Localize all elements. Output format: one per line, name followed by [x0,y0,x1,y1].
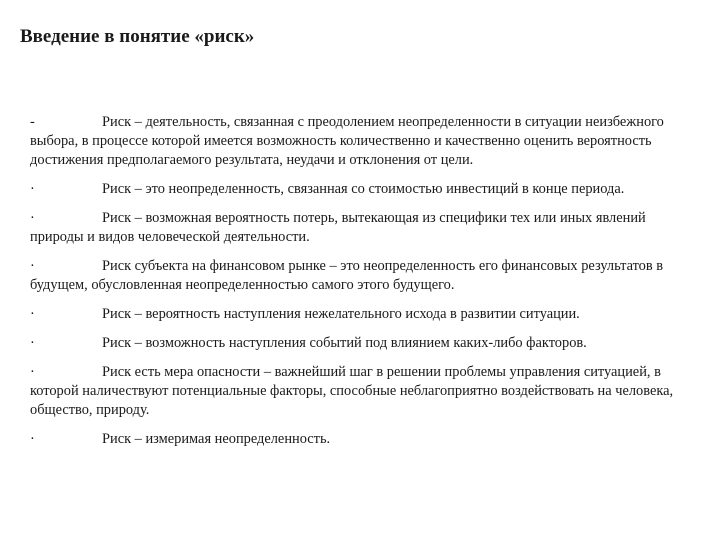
list-item [30,334,700,353]
list-item [30,180,700,199]
list-item [30,113,700,170]
bullet-marker: · [30,364,35,380]
list-item [30,209,700,247]
item-text: Риск – возможная вероятность потерь, вытекающая из специфики тех или иных явлений природы и видов человеческой деятельности. [30,210,646,245]
bullet-marker: · [30,258,35,274]
bullet-marker: · [30,306,35,322]
list-item [30,305,700,324]
definition-list [30,113,700,459]
bullet-marker: - [30,114,35,130]
item-text: Риск – деятельность, связанная с преодолением неопределенности в ситуации неизбежного выбора, в процессе которой имеется возможность количественно и качественно оценить вероятность достижения предполагаемого результата, неудачи и отклонения от цели. [30,114,664,168]
item-text: Риск – вероятность наступления нежелательного исхода в развитии ситуации. [102,306,580,322]
item-text: Риск субъекта на финансовом рынке – это неопределенность его финансовых результатов в будущем, обусловленная неопределенностью самого этого будущего. [30,258,664,293]
bullet-marker: · [30,181,35,197]
item-text: Риск – измеримая неопределенность. [102,431,331,447]
page-title: Введение в понятие «риск» [20,26,255,47]
list-item [30,257,700,295]
item-text: Риск есть мера опасности – важнейший шаг в решении проблемы управления ситуацией, в которой наличествуют потенциальные факторы, способные неблагоприятно воздействовать на человека, общество, природу. [30,364,674,418]
bullet-marker: · [30,210,35,226]
bullet-marker: · [30,431,35,447]
bullet-marker: · [30,335,35,351]
list-item [30,430,700,449]
item-text: Риск – возможность наступления событий под влиянием каких-либо факторов. [102,335,587,351]
item-text: Риск – это неопределенность, связанная со стоимостью инвестиций в конце периода. [102,181,625,197]
list-item [30,363,700,420]
